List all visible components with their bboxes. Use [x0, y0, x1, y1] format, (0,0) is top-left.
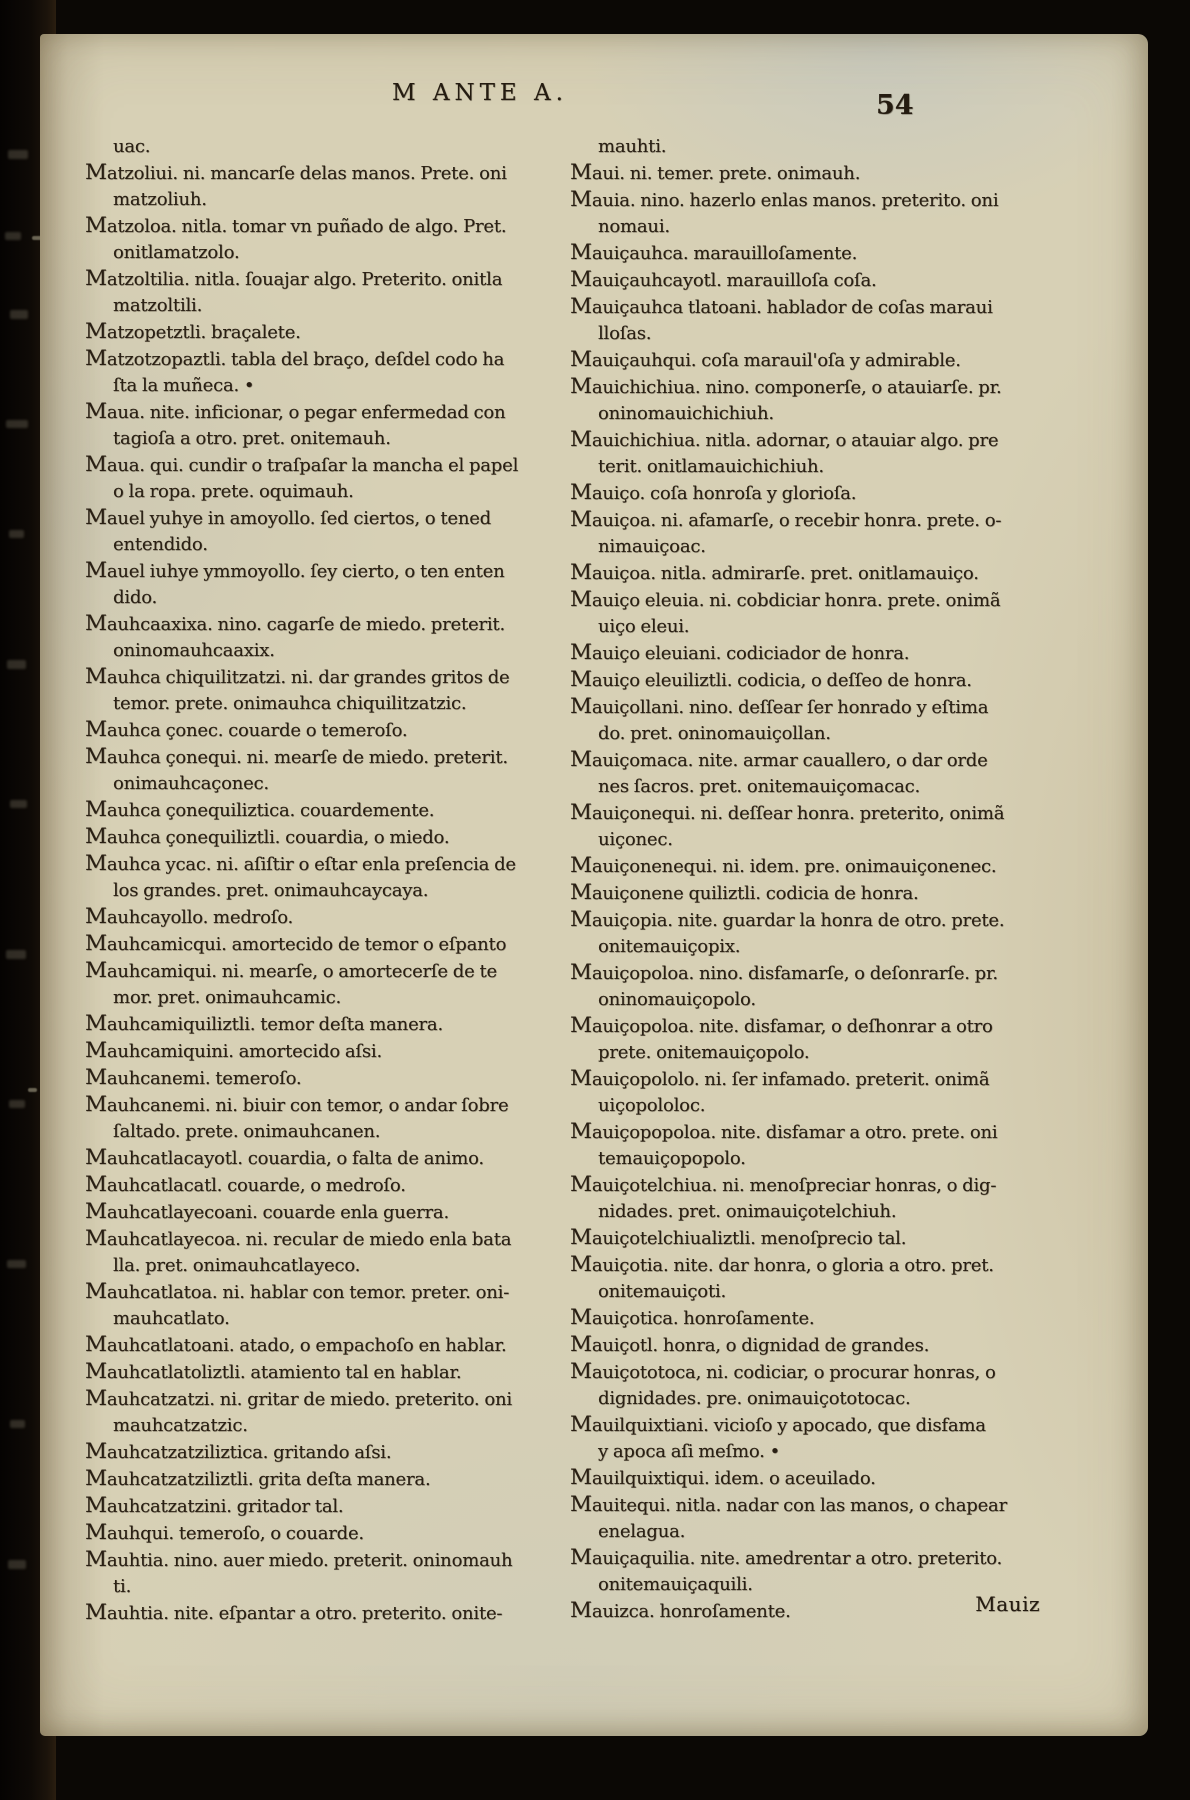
- spine-fragment: [10, 1420, 25, 1428]
- entry-initial: M: [570, 1359, 592, 1384]
- entry-line: terit. onitlamauichichiuh.: [598, 456, 824, 477]
- entry-initial: M: [85, 213, 107, 238]
- entry-line: Mauhcatlacatl. couarde, o medroſo.: [85, 1172, 406, 1197]
- entry-line: Mauiçauhcayotl. marauilloſa coſa.: [570, 267, 877, 292]
- entry-line: Mauiçopia. nite. guardar la honra de otro. prete.: [570, 907, 1005, 932]
- dictionary-entry: [570, 187, 1008, 240]
- dictionary-entry: [570, 374, 1008, 427]
- entry-initial: M: [85, 1493, 107, 1518]
- dictionary-entry: [570, 240, 1008, 267]
- dictionary-entry: [85, 1466, 540, 1493]
- entry-line: matzoliuh.: [113, 189, 207, 210]
- entry-line: oninomauichichiuh.: [598, 403, 774, 424]
- entry-line: Mauichichiua. nino. componerſe, o atauiarſe. pr.: [570, 374, 1002, 399]
- margin-mark: [28, 1088, 37, 1092]
- entry-initial: M: [570, 1332, 592, 1357]
- entry-line: do. pret. oninomauiçollan.: [598, 723, 831, 744]
- entry-line: Mauhcamiquiliztli. temor deſta manera.: [85, 1011, 443, 1036]
- dictionary-entry: [85, 558, 540, 611]
- entry-line: Matzoloa. nitla. tomar vn puñado de algo. Pret.: [85, 213, 507, 238]
- dictionary-entry: [570, 1465, 1008, 1492]
- entry-initial: M: [85, 346, 107, 371]
- entry-line: Matzoliui. ni. mancarſe delas manos. Prete. oni: [85, 160, 507, 185]
- entry-initial: M: [85, 1332, 107, 1357]
- entry-line: Mauia. nino. hazerlo enlas manos. preterito. oni: [570, 187, 999, 212]
- entry-line: Maua. nite. inficionar, o pegar enfermedad con: [85, 399, 506, 424]
- dictionary-entry: [85, 266, 540, 319]
- entry-line: Mauhcayollo. medroſo.: [85, 904, 294, 929]
- dictionary-entry: [570, 507, 1008, 560]
- entry-line: lla. pret. onimauhcatlayeco.: [113, 1255, 361, 1276]
- dictionary-entry: [570, 347, 1008, 374]
- paper: [40, 34, 1148, 1736]
- entry-line: Mauiçoa. ni. afamarſe, o recebir honra. prete. o-: [570, 507, 1002, 532]
- entry-initial: M: [570, 880, 592, 905]
- entry-line: onitemauiçopix.: [598, 936, 741, 957]
- dictionary-entry: [85, 1226, 540, 1279]
- entry-line: Mauhqui. temeroſo, o couarde.: [85, 1520, 364, 1545]
- entry-line: Mauhca ycac. ni. aſiſtir o eſtar enla preſencia de: [85, 851, 516, 876]
- entry-line: Mauichichiua. nitla. adornar, o atauiar algo. pre: [570, 427, 999, 452]
- entry-line: enelagua.: [598, 1521, 686, 1542]
- entry-initial: M: [570, 480, 592, 505]
- entry-line: onitemauiçoti.: [598, 1281, 727, 1302]
- entry-line: mauhcatlato.: [113, 1308, 230, 1329]
- entry-line: onimauhcaçonec.: [113, 773, 269, 794]
- entry-initial: M: [570, 853, 592, 878]
- entry-line: Mauilquixtiani. vicioſo y apocado, que disfama: [570, 1412, 986, 1437]
- entry-initial: M: [85, 797, 107, 822]
- entry-line: Mauhcatzatziliztli. grita deſta manera.: [85, 1466, 431, 1491]
- entry-line: ſaltado. prete. onimauhcanen.: [113, 1121, 381, 1142]
- dictionary-entry: [85, 797, 540, 824]
- entry-line: Mauizca. honroſamente.: [570, 1598, 791, 1623]
- entry-initial: M: [85, 931, 107, 956]
- entry-line: Mauiçotica. honroſamente.: [570, 1305, 815, 1330]
- entry-line: ſta la muñeca. •: [113, 375, 255, 396]
- entry-line: Mauiço eleuia. ni. cobdiciar honra. prete. onimã: [570, 587, 1001, 612]
- catchword: Mauiz: [975, 1592, 1040, 1616]
- spine-fragment: [10, 310, 28, 319]
- dictionary-entry: [85, 1386, 540, 1439]
- entry-line: Matzopetztli. braçalete.: [85, 319, 301, 344]
- entry-initial: M: [85, 1600, 107, 1625]
- entry-initial: M: [570, 800, 592, 825]
- dictionary-entry: [570, 1119, 1008, 1172]
- dictionary-entry: [85, 134, 540, 160]
- entry-line: dignidades. pre. onimauiçototocac.: [598, 1388, 911, 1409]
- entry-initial: M: [570, 640, 592, 665]
- entry-line: lloſas.: [598, 323, 652, 344]
- entry-line: Mauiço. coſa honroſa y glorioſa.: [570, 480, 857, 505]
- entry-line: los grandes. pret. onimauhcaycaya.: [113, 880, 429, 901]
- spine-fragment: [6, 950, 26, 959]
- dictionary-entry: [570, 1225, 1008, 1252]
- entry-initial: M: [85, 319, 107, 344]
- entry-line: Mauiçoa. nitla. admirarſe. pret. onitlamauiço.: [570, 560, 979, 585]
- spine-fragment: [7, 1260, 26, 1268]
- dictionary-entry: [85, 1359, 540, 1386]
- dictionary-entry: [85, 717, 540, 744]
- entry-line: Mauhca çonec. couarde o temeroſo.: [85, 717, 408, 742]
- entry-line: onitlamatzolo.: [113, 242, 240, 263]
- entry-line: uac.: [113, 136, 151, 157]
- dictionary-entry: [85, 611, 540, 664]
- entry-line: Mauhcamiqui. ni. mearſe, o amortecerſe de te: [85, 958, 497, 983]
- entry-initial: M: [570, 507, 592, 532]
- entry-initial: M: [85, 611, 107, 636]
- entry-line: Mauiçonenequi. ni. idem. pre. onimauiçonenec.: [570, 853, 997, 878]
- spine-fragment: [8, 150, 28, 159]
- dictionary-entry: [85, 1547, 540, 1600]
- entry-initial: M: [570, 587, 592, 612]
- entry-initial: M: [85, 1520, 107, 1545]
- entry-initial: M: [85, 1092, 107, 1117]
- entry-initial: M: [570, 560, 592, 585]
- dictionary-entry: [570, 1359, 1008, 1412]
- entry-line: Mauhcamicqui. amortecido de temor o eſpanto: [85, 931, 507, 956]
- entry-line: mor. pret. onimauhcamic.: [113, 987, 342, 1008]
- entry-initial: M: [85, 266, 107, 291]
- entry-line: Mauhca çonequi. ni. mearſe de miedo. preterit.: [85, 744, 508, 769]
- entry-line: Mauhcatzatziliztica. gritando aſsi.: [85, 1439, 392, 1464]
- entry-initial: M: [85, 851, 107, 876]
- entry-initial: M: [85, 744, 107, 769]
- entry-line: Mauhcanemi. ni. biuir con temor, o andar ſobre: [85, 1092, 509, 1117]
- page-number: 54: [876, 90, 914, 121]
- entry-initial: M: [570, 1225, 592, 1250]
- dictionary-entry: [85, 958, 540, 1011]
- entry-line: Mauhcatlatoliztli. atamiento tal en hablar.: [85, 1359, 462, 1384]
- entry-initial: M: [570, 1412, 592, 1437]
- dictionary-entry: [570, 880, 1008, 907]
- dictionary-entry: [85, 1065, 540, 1092]
- dictionary-entry: [570, 853, 1008, 880]
- dictionary-entry: [570, 1013, 1008, 1066]
- entry-line: prete. onitemauiçopolo.: [598, 1042, 810, 1063]
- entry-line: Mauhca çonequiliztli. couardia, o miedo.: [85, 824, 450, 849]
- dictionary-entry: [85, 399, 540, 452]
- spine-fragment: [8, 1560, 26, 1569]
- entry-line: uiçopololoc.: [598, 1095, 706, 1116]
- dictionary-entry: [570, 587, 1008, 640]
- dictionary-entry: [570, 294, 1008, 347]
- entry-line: Mauhcatlatoa. ni. hablar con temor. preter. oni-: [85, 1279, 510, 1304]
- dictionary-entry: [85, 851, 540, 904]
- entry-initial: M: [85, 664, 107, 689]
- dictionary-entry: [570, 1412, 1008, 1465]
- entry-initial: M: [570, 374, 592, 399]
- entry-line: Mauhca çonequiliztica. couardemente.: [85, 797, 435, 822]
- entry-line: onitemauiçaquili.: [598, 1574, 753, 1595]
- dictionary-entry: [85, 213, 540, 266]
- entry-line: Mauhtia. nino. auer miedo. preterit. oninomauh: [85, 1547, 513, 1572]
- entry-line: ti.: [113, 1576, 132, 1597]
- entry-line: nomaui.: [598, 216, 670, 237]
- entry-line: Mauhca chiquilitzatzi. ni. dar grandes gritos de: [85, 664, 510, 689]
- spine-fragment: [10, 800, 27, 808]
- entry-initial: M: [85, 1145, 107, 1170]
- dictionary-entry: [85, 1038, 540, 1065]
- entry-initial: M: [570, 427, 592, 452]
- dictionary-entry: [85, 1600, 540, 1627]
- entry-line: Mauhcatzatzi. ni. gritar de miedo. preterito. oni: [85, 1386, 512, 1411]
- entry-line: oninomauiçopolo.: [598, 989, 756, 1010]
- entry-initial: M: [85, 904, 107, 929]
- entry-line: mauhti.: [598, 136, 667, 157]
- dictionary-entry: [570, 267, 1008, 294]
- entry-line: Mauiço eleuiani. codiciador de honra.: [570, 640, 910, 665]
- dictionary-entry: [85, 319, 540, 346]
- entry-line: Mauiçauhqui. coſa marauil'oſa y admirable.: [570, 347, 961, 372]
- dictionary-entry: [85, 1145, 540, 1172]
- entry-line: Matzoltilia. nitla. ſouajar algo. Preterito. onitla: [85, 266, 503, 291]
- entry-initial: M: [570, 1172, 592, 1197]
- entry-line: Mauiço eleuiliztli. codicia, o deſſeo de honra.: [570, 667, 972, 692]
- entry-line: Mauhcatlacayotl. couardia, o falta de animo.: [85, 1145, 484, 1170]
- entry-initial: M: [570, 1305, 592, 1330]
- entry-line: Mauiçopoloa. nino. disfamarſe, o deſonrarſe. pr.: [570, 960, 998, 985]
- entry-initial: M: [570, 1252, 592, 1277]
- entry-line: nimauiçoac.: [598, 536, 706, 557]
- entry-initial: M: [570, 694, 592, 719]
- entry-line: Mauiçonene quiliztli. codicia de honra.: [570, 880, 919, 905]
- entry-line: Mauiçotia. nite. dar honra, o gloria a otro. pret.: [570, 1252, 994, 1277]
- entry-line: Mauiçopopoloa. nite. disfamar a otro. prete. oni: [570, 1119, 998, 1144]
- entry-line: o la ropa. prete. oquimauh.: [113, 481, 354, 502]
- dictionary-entry: [570, 640, 1008, 667]
- entry-line: matzoltili.: [113, 295, 203, 316]
- dictionary-entry: [570, 160, 1008, 187]
- entry-initial: M: [85, 452, 107, 477]
- entry-initial: M: [85, 1359, 107, 1384]
- entry-initial: M: [85, 717, 107, 742]
- entry-line: dido.: [113, 587, 158, 608]
- entry-line: oninomauhcaaxix.: [113, 640, 275, 661]
- entry-line: Mauiçauhca tlatoani. hablador de coſas maraui: [570, 294, 993, 319]
- entry-initial: M: [85, 824, 107, 849]
- entry-line: Mauitequi. nitla. nadar con las manos, o chapear: [570, 1492, 1007, 1517]
- entry-line: Maua. qui. cundir o traſpaſar la mancha el papel: [85, 452, 519, 477]
- entry-initial: M: [570, 1013, 592, 1038]
- entry-line: Mauhcanemi. temeroſo.: [85, 1065, 302, 1090]
- entry-line: Mauhcatlayecoa. ni. recular de miedo enla bata: [85, 1226, 512, 1251]
- entry-line: nidades. pret. onimauiçotelchiuh.: [598, 1201, 897, 1222]
- entry-initial: M: [85, 1172, 107, 1197]
- entry-line: Mauiçototoca, ni. codiciar, o procurar honras, o: [570, 1359, 996, 1384]
- dictionary-entry: [85, 1172, 540, 1199]
- entry-line: mauhcatzatzic.: [113, 1415, 248, 1436]
- dictionary-entry: [85, 1493, 540, 1520]
- entry-initial: M: [85, 1547, 107, 1572]
- dictionary-entry: [570, 1305, 1008, 1332]
- entry-initial: M: [570, 347, 592, 372]
- text-block: [85, 134, 1008, 1627]
- entry-initial: M: [85, 505, 107, 530]
- entry-line: Mauiçopoloa. nite. disfamar, o deſhonrar a otro: [570, 1013, 993, 1038]
- dictionary-entry: [570, 694, 1008, 747]
- dictionary-entry: [85, 824, 540, 851]
- entry-initial: M: [85, 1038, 107, 1063]
- entry-initial: M: [570, 160, 592, 185]
- entry-line: Mauhcatlatoani. atado, o empachoſo en hablar.: [85, 1332, 507, 1357]
- column-left: [85, 134, 540, 1627]
- dictionary-entry: [85, 1439, 540, 1466]
- dictionary-entry: [85, 744, 540, 797]
- entry-initial: M: [85, 1386, 107, 1411]
- entry-initial: M: [570, 747, 592, 772]
- entry-line: Mauilquixtiqui. idem. o aceuilado.: [570, 1465, 876, 1490]
- entry-initial: M: [85, 1466, 107, 1491]
- entry-initial: M: [570, 267, 592, 292]
- entry-line: entendido.: [113, 534, 208, 555]
- dictionary-entry: [570, 667, 1008, 694]
- entry-initial: M: [85, 160, 107, 185]
- entry-initial: M: [570, 1465, 592, 1490]
- entry-initial: M: [570, 187, 592, 212]
- entry-line: Mauhcatzatzini. gritador tal.: [85, 1493, 344, 1518]
- entry-initial: M: [570, 1545, 592, 1570]
- entry-initial: M: [570, 1066, 592, 1091]
- dictionary-entry: [570, 1252, 1008, 1305]
- entry-line: tagioſa a otro. pret. onitemauh.: [113, 428, 391, 449]
- entry-line: Mauhcatlayecoani. couarde enla guerra.: [85, 1199, 449, 1224]
- dictionary-entry: [85, 1332, 540, 1359]
- spine-fragment: [5, 232, 21, 240]
- entry-line: Mauiçomaca. nite. armar cauallero, o dar orde: [570, 747, 988, 772]
- entry-line: Mauhcaaxixa. nino. cagarſe de miedo. preterit.: [85, 611, 505, 636]
- dictionary-entry: [570, 747, 1008, 800]
- dictionary-entry: [85, 1011, 540, 1038]
- entry-initial: M: [570, 240, 592, 265]
- entry-initial: M: [570, 1598, 592, 1623]
- dictionary-entry: [570, 1492, 1008, 1545]
- entry-initial: M: [570, 960, 592, 985]
- entry-initial: M: [85, 1065, 107, 1090]
- entry-line: Mauiçotl. honra, o dignidad de grandes.: [570, 1332, 930, 1357]
- dictionary-entry: [85, 1092, 540, 1145]
- dictionary-entry: [570, 560, 1008, 587]
- entry-initial: M: [85, 1199, 107, 1224]
- dictionary-entry: [85, 452, 540, 505]
- dictionary-entry: [85, 664, 540, 717]
- entry-line: uiçonec.: [598, 829, 673, 850]
- spine-fragment: [9, 530, 24, 538]
- entry-line: Mauiçaquilia. nite. amedrentar a otro. preterito.: [570, 1545, 1003, 1570]
- dictionary-entry: [85, 1199, 540, 1226]
- entry-initial: M: [570, 1492, 592, 1517]
- column-right: [570, 134, 1008, 1627]
- entry-line: Mauiçotelchiua. ni. menoſpreciar honras, o dig-: [570, 1172, 997, 1197]
- dictionary-entry: [570, 907, 1008, 960]
- dictionary-entry: [570, 427, 1008, 480]
- spine-fragment: [6, 420, 28, 428]
- entry-initial: M: [85, 1279, 107, 1304]
- dictionary-entry: [570, 134, 1008, 160]
- entry-initial: M: [570, 667, 592, 692]
- dictionary-entry: [85, 1279, 540, 1332]
- entry-line: uiço eleui.: [598, 616, 690, 637]
- entry-line: Mauhtia. nite. eſpantar a otro. preterito. onite-: [85, 1600, 503, 1625]
- entry-initial: M: [85, 1011, 107, 1036]
- entry-line: Maui. ni. temer. prete. onimauh.: [570, 160, 861, 185]
- dictionary-entry: [570, 1545, 1008, 1598]
- entry-line: Mauiçopololo. ni. ſer infamado. preterit. onimã: [570, 1066, 990, 1091]
- dictionary-entry: [85, 160, 540, 213]
- dictionary-entry: [570, 1172, 1008, 1225]
- entry-line: Mauel iuhye ymmoyollo. ſey cierto, o ten enten: [85, 558, 505, 583]
- entry-line: Mauiçauhca. marauilloſamente.: [570, 240, 858, 265]
- entry-initial: M: [570, 907, 592, 932]
- dictionary-entry: [85, 505, 540, 558]
- dictionary-entry: [570, 800, 1008, 853]
- entry-initial: M: [85, 958, 107, 983]
- entry-line: Mauel yuhye in amoyollo. ſed ciertos, o tened: [85, 505, 491, 530]
- entry-initial: M: [85, 1226, 107, 1251]
- entry-initial: M: [85, 558, 107, 583]
- dictionary-entry: [570, 480, 1008, 507]
- dictionary-entry: [85, 931, 540, 958]
- entry-line: nes ſacros. pret. onitemauiçomacac.: [598, 776, 921, 797]
- dictionary-entry: [570, 960, 1008, 1013]
- entry-line: Mauiçotelchiualiztli. menoſprecio tal.: [570, 1225, 907, 1250]
- entry-line: temor. prete. onimauhca chiquilitzatzic.: [113, 693, 467, 714]
- entry-line: Matzotzopaztli. tabla del braço, deſdel codo ha: [85, 346, 505, 371]
- entry-line: temauiçopopolo.: [598, 1148, 746, 1169]
- entry-initial: M: [570, 1119, 592, 1144]
- dictionary-entry: [85, 904, 540, 931]
- entry-initial: M: [570, 294, 592, 319]
- entry-initial: M: [85, 399, 107, 424]
- spine-fragment: [7, 660, 26, 669]
- entry-initial: M: [85, 1439, 107, 1464]
- running-title: M ANTE A.: [392, 80, 568, 106]
- entry-line: Mauiçonequi. ni. deſſear honra. preterito, onimã: [570, 800, 1005, 825]
- dictionary-entry: [570, 1066, 1008, 1119]
- entry-line: Mauhcamiquini. amortecido aſsi.: [85, 1038, 383, 1063]
- dictionary-entry: [85, 1520, 540, 1547]
- entry-line: Mauiçollani. nino. deſſear ſer honrado y eſtima: [570, 694, 989, 719]
- entry-line: y apoca aſi meſmo. •: [598, 1441, 781, 1462]
- dictionary-entry: [570, 1332, 1008, 1359]
- dictionary-entry: [85, 346, 540, 399]
- spine-fragment: [9, 1100, 25, 1108]
